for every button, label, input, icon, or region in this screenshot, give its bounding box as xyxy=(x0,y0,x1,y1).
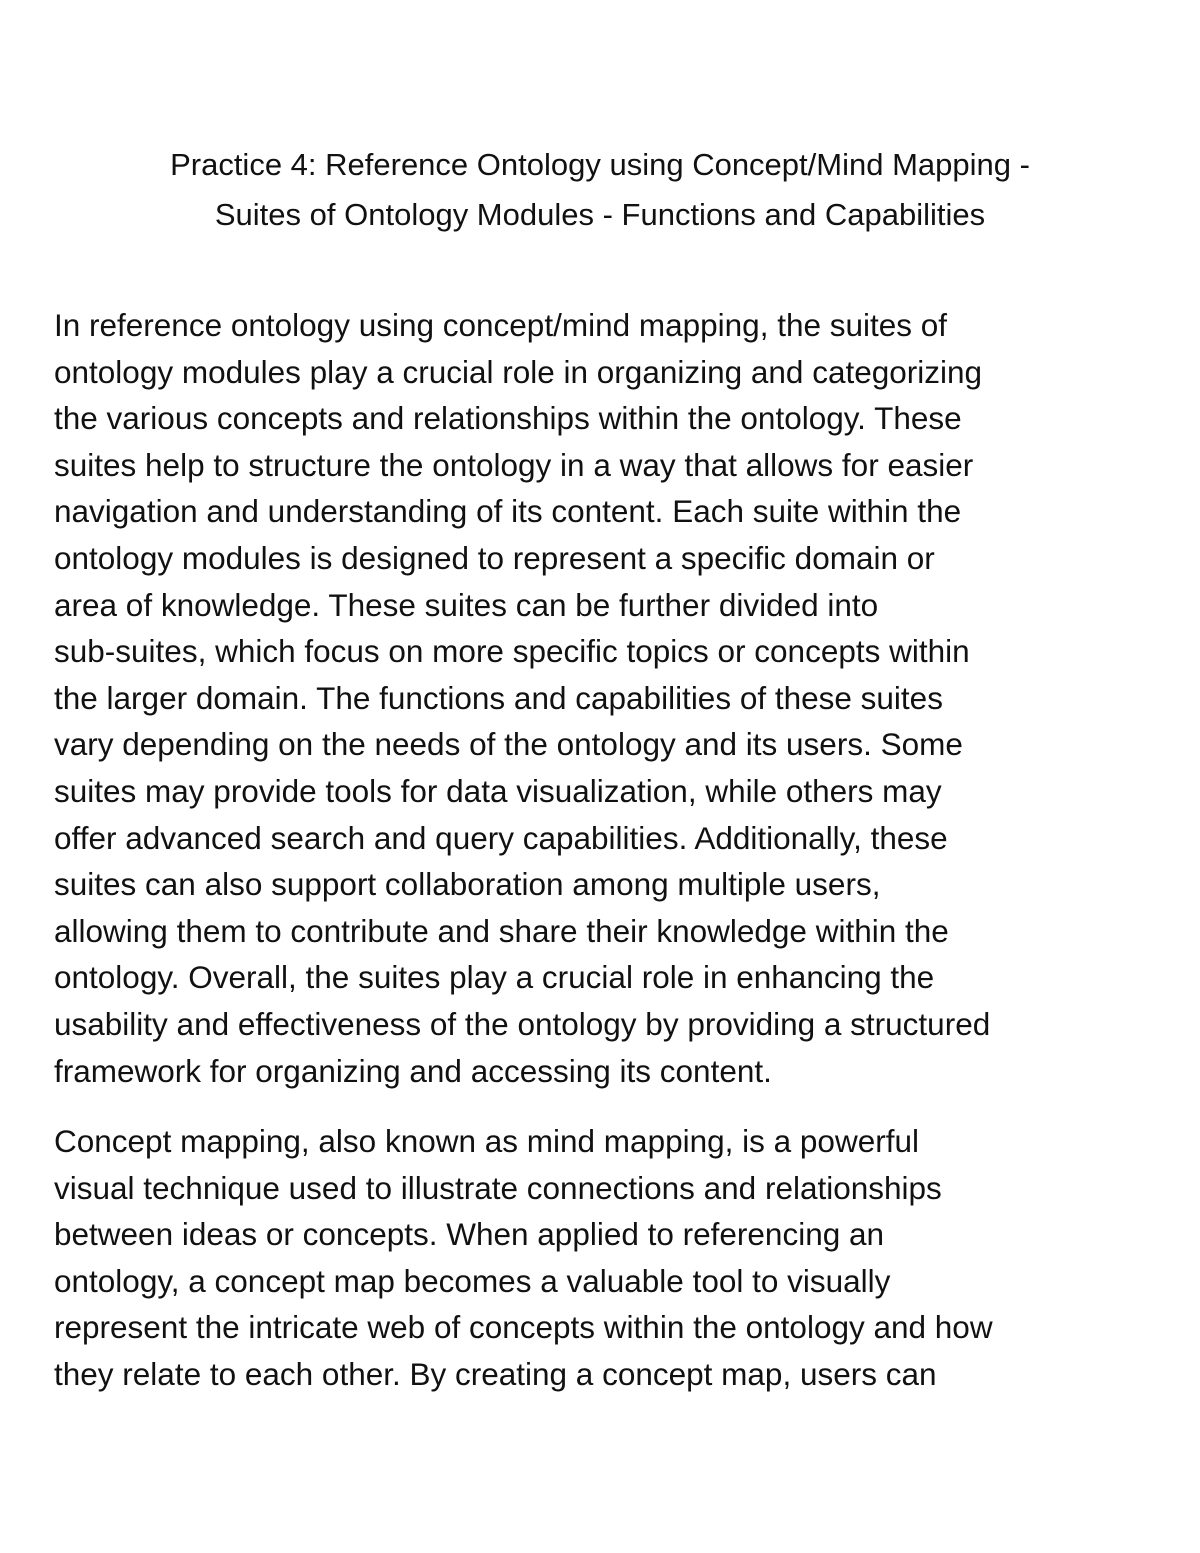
paragraph-line: sub-suites, which focus on more specific topics or concepts within xyxy=(54,633,970,670)
paragraph-line: area of knowledge. These suites can be further divided into xyxy=(54,586,879,623)
paragraph-line: framework for organizing and accessing its content. xyxy=(54,1052,772,1089)
paragraph-line: In reference ontology using concept/mind mapping, the suites of xyxy=(54,307,948,343)
paragraph-line: usability and effectiveness of the ontology by providing a structured xyxy=(54,1005,991,1042)
paragraph-line: suites help to structure the ontology in a way that allows for easier xyxy=(54,446,974,483)
paragraph-line: ontology modules is designed to represent a specific domain or xyxy=(54,539,935,576)
paragraph-line: represent the intricate web of concepts within the ontology and how xyxy=(54,1309,993,1346)
paragraph-line: allowing them to contribute and share their knowledge within the xyxy=(54,912,949,949)
paragraph-line: suites may provide tools for data visualization, while others may xyxy=(54,772,942,809)
page-title xyxy=(40,140,1160,240)
paragraph-line: ontology, a concept map becomes a valuable tool to visually xyxy=(54,1262,891,1299)
title-line-2: Suites of Ontology Modules - Functions and Capabilities xyxy=(214,197,986,232)
paragraph-line: ontology. Overall, the suites play a crucial role in enhancing the xyxy=(54,959,935,996)
title-line-1: Practice 4: Reference Ontology using Concept/Mind Mapping - xyxy=(170,147,1030,182)
paragraph-line: Concept mapping, also known as mind mapping, is a powerful xyxy=(54,1123,919,1159)
paragraph-line: the various concepts and relationships within the ontology. These xyxy=(54,400,962,437)
paragraph-line: they relate to each other. By creating a concept map, users can xyxy=(54,1355,937,1392)
paragraph-line: navigation and understanding of its content. Each suite within the xyxy=(54,493,962,530)
paragraph-line: visual technique used to illustrate connections and relationships xyxy=(54,1169,942,1206)
paragraph-line: the larger domain. The functions and capabilities of these suites xyxy=(54,679,943,716)
paragraph-1 xyxy=(54,302,1154,1094)
paragraph-line: between ideas or concepts. When applied to referencing an xyxy=(54,1216,885,1253)
paragraph-2 xyxy=(54,1118,1154,1398)
paragraph-line: offer advanced search and query capabilities. Additionally, these xyxy=(54,819,948,856)
paragraph-line: vary depending on the needs of the ontology and its users. Some xyxy=(54,726,963,763)
paragraph-line: ontology modules play a crucial role in organizing and categorizing xyxy=(54,353,983,390)
paragraph-line: suites can also support collaboration among multiple users, xyxy=(54,866,881,903)
